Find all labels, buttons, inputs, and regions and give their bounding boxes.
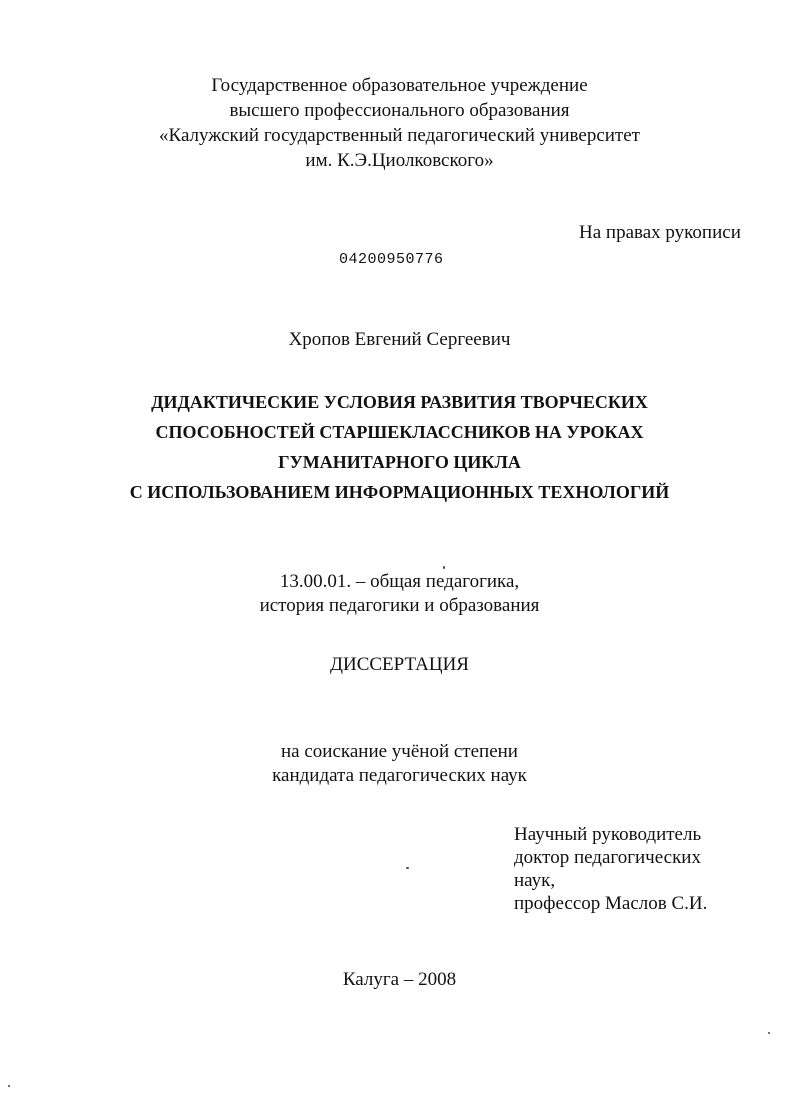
catalog-number: 04200950776 [339, 251, 444, 268]
speciality-line-2: история педагогики и образования [259, 595, 540, 616]
rights-note: На правах рукописи [579, 222, 741, 243]
supervisor-block [514, 823, 707, 915]
supervisor-line-4: профессор Маслов С.И. [514, 893, 708, 914]
title-line-3: ГУМАНИТАРНОГО ЦИКЛА [278, 452, 521, 472]
title-line-1: ДИДАКТИЧЕСКИЕ УСЛОВИЯ РАЗВИТИЯ ТВОРЧЕСКИХ [151, 392, 648, 412]
speciality-line-1: 13.00.01. – общая педагогика, [279, 571, 520, 592]
institution-line-3: «Калужский государственный педагогический университет [159, 125, 640, 146]
document-type: ДИССЕРТАЦИЯ [330, 654, 469, 675]
degree-line-1: на соискание учёной степени [281, 741, 518, 762]
title-line-4: С ИСПОЛЬЗОВАНИЕМ ИНФОРМАЦИОННЫХ ТЕХНОЛОГИЙ [129, 482, 670, 502]
institution-line-4: им. К.Э.Циолковского» [305, 150, 494, 171]
institution-line-1: Государственное образовательное учреждение [211, 75, 588, 96]
degree-block [0, 740, 799, 788]
title-line-2: СПОСОБНОСТЕЙ СТАРШЕКЛАССНИКОВ НА УРОКАХ [155, 422, 644, 442]
scan-speck [443, 566, 445, 569]
speciality-block [0, 570, 799, 618]
institution-line-2: высшего профессионального образования [229, 100, 570, 121]
scan-speck [406, 867, 409, 869]
institution-block [0, 73, 799, 173]
supervisor-line-3: наук, [514, 870, 556, 891]
place-year: Калуга – 2008 [342, 969, 457, 990]
supervisor-line-2: доктор педагогических [514, 847, 701, 868]
degree-line-2: кандидата педагогических наук [272, 765, 527, 786]
author-name: Хропов Евгений Сергеевич [288, 329, 511, 350]
supervisor-line-1: Научный руководитель [514, 824, 702, 845]
dissertation-title [0, 387, 799, 507]
scan-speck [768, 1032, 770, 1034]
scan-speck [8, 1085, 10, 1087]
